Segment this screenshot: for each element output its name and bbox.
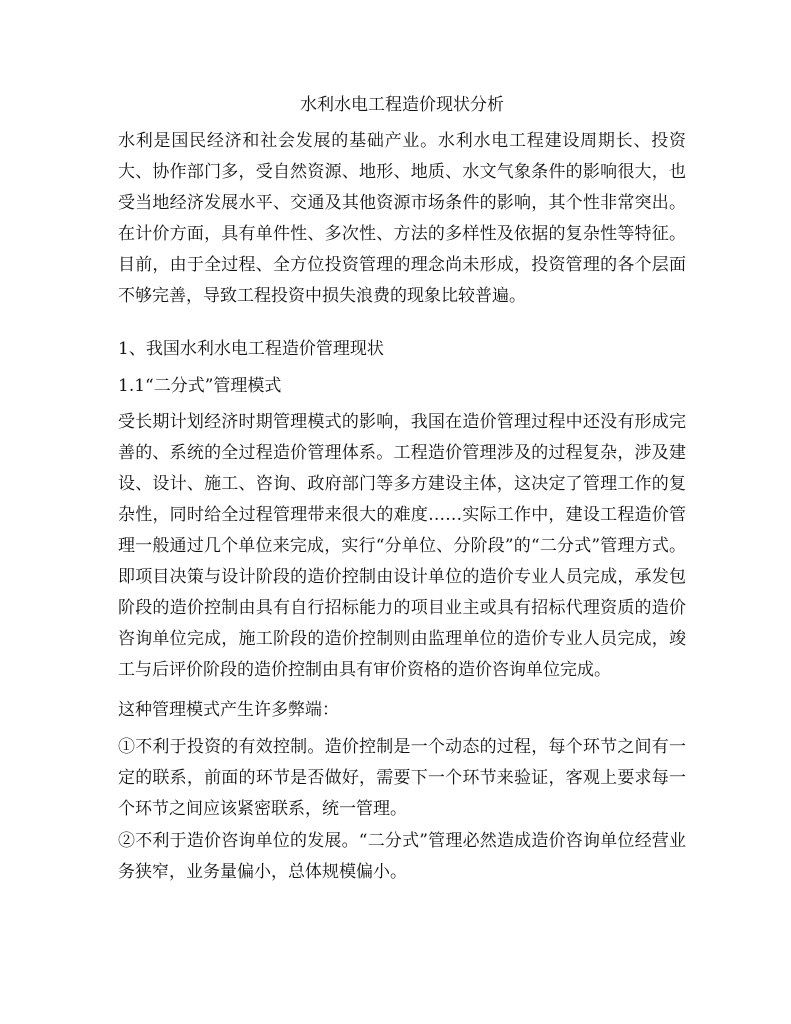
document-page — [118, 0, 686, 1024]
drawbacks-intro-paragraph: 这种管理模式产生许多弊端： — [118, 700, 339, 720]
drawback-item-1: ①不利于投资的有效控制。造价控制是一个动态的过程，每个环节之间有一定的联系，前面的环节是否做好，需要下一个环节来验证，客观上要求每一个环节之间应该紧密联系，统一管理。 — [118, 737, 686, 819]
section-1-1-body-paragraph: 受长期计划经济时期管理模式的影响，我国在造价管理过程中还没有形成完善的、系统的全过程造价管理体系。工程造价管理涉及的过程复杂，涉及建设、设计、施工、咨询、政府部门等多方建设主体，这决定了管理工作的复杂性，同时给全过程管理带来很大的难度……实际工作中，建设工程造价管理一般通过几个单位来完成，实行“分单位、分阶段”的“二分式”管理方式。即项目决策与设计阶段的造价控制由设计单位的造价专业人员完成，承发包阶段的造价控制由具有自行招标能力的项目业主或具有招标代理资质的造价咨询单位完成，施工阶段的造价控制则由监理单位的造价专业人员完成，竣工与后评价阶段的造价控制由具有审价资格的造价咨询单位完成。 — [118, 412, 686, 680]
intro-paragraph: 水利是国民经济和社会发展的基础产业。水利水电工程建设周期长、投资大、协作部门多，受自然资源、地形、地质、水文气象条件的影响很大，也受当地经济发展水平、交通及其他资源市场条件的影响，其个性非常突出。在计价方面，具有单件性、多次性、方法的多样性及依据的复杂性等特征。目前，由于全过程、全方位投资管理的理念尚未形成，投资管理的各个层面不够完善，导致工程投资中损失浪费的现象比较普遍。 — [118, 131, 686, 306]
drawback-item-2: ②不利于造价咨询单位的发展。“二分式”管理必然造成造价咨询单位经营业务狭窄，业务量偏小，总体规模偏小。 — [118, 831, 686, 882]
document-title: 水利水电工程造价现状分析 — [300, 95, 504, 115]
section-1-1-heading: 1.1“二分式”管理模式 — [118, 376, 282, 396]
section-1-heading: 1、我国水利水电工程造价管理现状 — [118, 339, 384, 359]
